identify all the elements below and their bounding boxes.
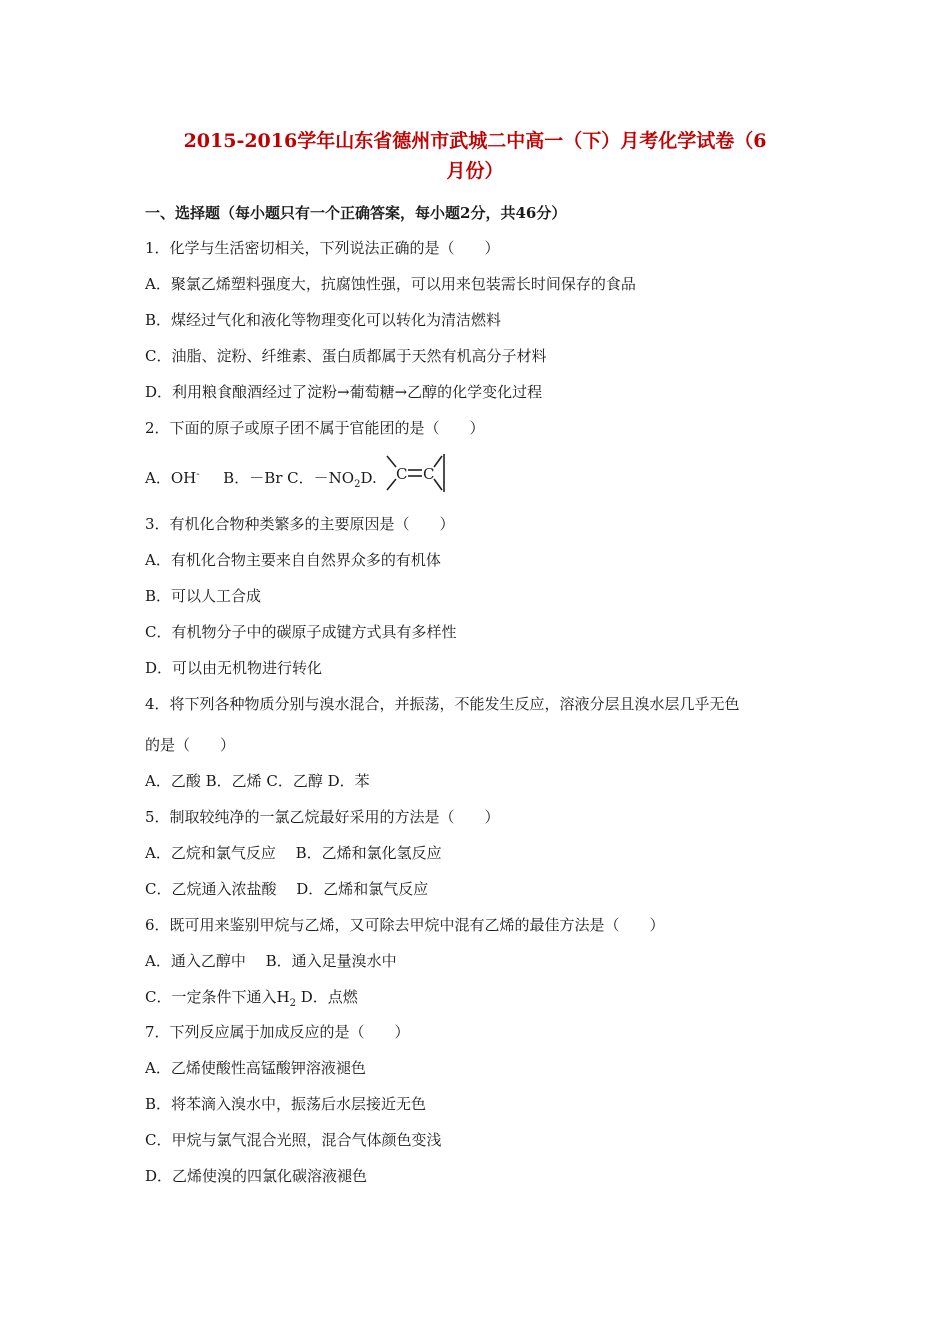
exam-title bbox=[120, 126, 830, 186]
question-5-options-row1: A．乙烷和氯气反应 B．乙烯和氯化氢反应 bbox=[145, 844, 442, 862]
question-2-option-a: A．OH- bbox=[145, 469, 200, 487]
question-1-stem: 1．化学与生活密切相关，下列说法正确的是（ ） bbox=[145, 239, 500, 257]
question-3-stem: 3．有机化合物种类繁多的主要原因是（ ） bbox=[145, 515, 455, 533]
question-1-option-c: C．油脂、淀粉、纤维素、蛋白质都属于天然有机高分子材料 bbox=[145, 347, 547, 365]
question-3-option-d: D．可以由无机物进行转化 bbox=[145, 659, 323, 677]
question-6-stem: 6．既可用来鉴别甲烷与乙烯，又可除去甲烷中混有乙烯的最佳方法是（ ） bbox=[145, 916, 665, 934]
question-4-options: A．乙酸 B．乙烯 C．乙醇 D．苯 bbox=[145, 772, 370, 790]
exam-title-line2: 月份） bbox=[446, 160, 504, 182]
question-2-stem: 2．下面的原子或原子团不属于官能团的是（ ） bbox=[145, 419, 485, 437]
question-3-option-c: C．有机物分子中的碳原子成键方式具有多样性 bbox=[145, 623, 457, 641]
question-7-option-b: B．将苯滴入溴水中，振荡后水层接近无色 bbox=[145, 1095, 427, 1113]
question-1-option-d: D．利用粮食酿酒经过了淀粉→葡萄糖→乙醇的化学变化过程 bbox=[145, 383, 543, 401]
question-7-option-c: C．甲烷与氯气混合光照，混合气体颜色变浅 bbox=[145, 1131, 442, 1149]
question-2-options bbox=[145, 464, 446, 495]
question-1-option-b: B．煤经过气化和液化等物理变化可以转化为清洁燃料 bbox=[145, 311, 502, 329]
question-1-option-a: A．聚氯乙烯塑料强度大，抗腐蚀性强，可以用来包装需长时间保存的食品 bbox=[145, 275, 636, 293]
question-2-option-b: B．－Br bbox=[223, 469, 283, 487]
carbon-double-bond-icon bbox=[384, 464, 446, 494]
question-7-option-a: A．乙烯使酸性高锰酸钾溶液褪色 bbox=[145, 1059, 366, 1077]
question-4-stem-line1: 4．将下列各种物质分别与溴水混合，并振荡，不能发生反应，溶液分层且溴水层几乎无色 bbox=[145, 695, 740, 713]
question-6-options-row2: C．一定条件下通入$H_2$ D．点燃 bbox=[145, 988, 358, 1009]
question-5-options-row2: C．乙烷通入浓盐酸 D．乙烯和氯气反应 bbox=[145, 880, 429, 898]
question-3-option-b: B．可以人工合成 bbox=[145, 587, 262, 605]
question-4-stem-line2: 的是（ ） bbox=[145, 736, 236, 754]
exam-title-line1: 2015-2016学年山东省德州市武城二中高一（下）月考化学试卷（6 bbox=[183, 130, 767, 152]
question-7-stem: 7．下列反应属于加成反应的是（ ） bbox=[145, 1023, 410, 1041]
question-2-option-c: C．$-NO_2$ bbox=[287, 469, 361, 490]
svg-text:C: C bbox=[395, 465, 407, 483]
question-7-option-d: D．乙烯使溴的四氯化碳溶液褪色 bbox=[145, 1167, 368, 1185]
question-3-option-a: A．有机化合物主要来自自然界众多的有机体 bbox=[145, 551, 441, 569]
svg-text:C: C bbox=[422, 465, 434, 483]
question-2-option-d: D. bbox=[360, 469, 377, 487]
question-6-options-row1: A．通入乙醇中 B．通入足量溴水中 bbox=[145, 952, 397, 970]
section-heading: 一、选择题（每小题只有一个正确答案，每小题2分，共46分） bbox=[145, 204, 567, 222]
question-5-stem: 5．制取较纯净的一氯乙烷最好采用的方法是（ ） bbox=[145, 808, 500, 826]
